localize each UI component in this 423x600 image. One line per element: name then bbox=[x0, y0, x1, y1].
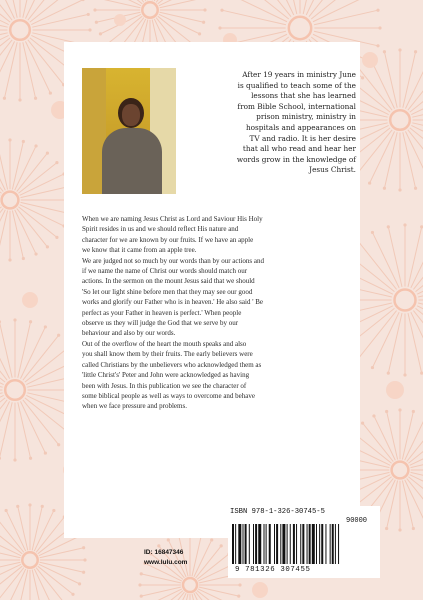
description-line: observe us they will judge the God that we serve by our bbox=[82, 319, 239, 328]
polka-dot bbox=[114, 14, 126, 26]
starburst-ornament bbox=[0, 138, 72, 261]
bio-line: After 19 years in ministry June bbox=[242, 70, 356, 79]
price-code: 90000 bbox=[346, 517, 368, 525]
description-line: actions. In the sermon on the mount Jesus said that we should bbox=[82, 277, 255, 286]
description-line: when we face pressure and problems. bbox=[82, 402, 187, 411]
lulu-id: ID: 16847346 bbox=[144, 549, 184, 556]
polka-dot bbox=[386, 381, 404, 399]
description-line: behaviour and also by our words. bbox=[82, 329, 176, 338]
bio-line: TV and radio. It is her desire bbox=[249, 133, 356, 143]
description-line: some biblical people as well as ways to overcome and behave bbox=[82, 391, 255, 400]
isbn-label: ISBN 978-1-326-30745-5 bbox=[230, 508, 325, 516]
barcode-number: 9 781326 307455 bbox=[235, 566, 311, 574]
author-photo bbox=[82, 68, 176, 194]
barcode bbox=[232, 524, 376, 566]
description-line: Spirit resides in us and we should reflect His nature and bbox=[82, 225, 239, 234]
bio-line: lessons that she has learned bbox=[251, 91, 356, 101]
description-line: if we name the name of Christ our words should match our bbox=[82, 267, 248, 276]
description-line: character for we are known by our fruits. If we have an apple bbox=[82, 235, 254, 244]
lulu-website: www.lulu.com bbox=[144, 559, 188, 566]
description-line: When we are naming Jesus Christ as Lord and Saviour His Holy bbox=[82, 215, 263, 223]
description-line: called Christians by the unbelievers who acknowledged them as bbox=[82, 360, 262, 369]
description-line: works and glorify our Father who is in heaven.' He also said ' Be bbox=[82, 298, 263, 307]
bio-line: prison ministry, ministry in bbox=[256, 112, 356, 122]
polka-dot bbox=[252, 582, 268, 598]
description-line: 'little Christ's' Peter and John were acknowledged as having bbox=[82, 371, 250, 380]
starburst-ornament bbox=[138, 533, 241, 600]
polka-dot bbox=[22, 292, 38, 308]
description-line: we know that it came from an apple tree. bbox=[82, 246, 197, 255]
polka-dot bbox=[362, 52, 378, 68]
bio-line: Jesus Christ. bbox=[309, 165, 356, 175]
description-line: Out of the overflow of the heart the mouth speaks and also bbox=[82, 339, 247, 348]
description-line: We are judged not so much by our words than by our actions and bbox=[82, 256, 264, 265]
bio-line: words grow in the knowledge of bbox=[236, 154, 356, 164]
description-line: perfect as your Father in heaven is perfect.' When people bbox=[82, 308, 242, 317]
bio-line: that all who read and hear her bbox=[242, 144, 356, 154]
bio-line: hospitals and appearances on bbox=[245, 122, 356, 132]
bio-line: is qualified to teach some of the bbox=[237, 80, 356, 90]
author-bio bbox=[196, 70, 356, 176]
book-description bbox=[82, 214, 354, 412]
description-line: you shall know them by their fruits. The early believers were bbox=[82, 350, 253, 359]
bio-line: from Bible School, international bbox=[237, 101, 356, 111]
description-line: 'So let our light shine before men that they may see our good bbox=[82, 287, 253, 296]
description-line: been with Jesus. In this publication we see the character of bbox=[82, 381, 247, 390]
